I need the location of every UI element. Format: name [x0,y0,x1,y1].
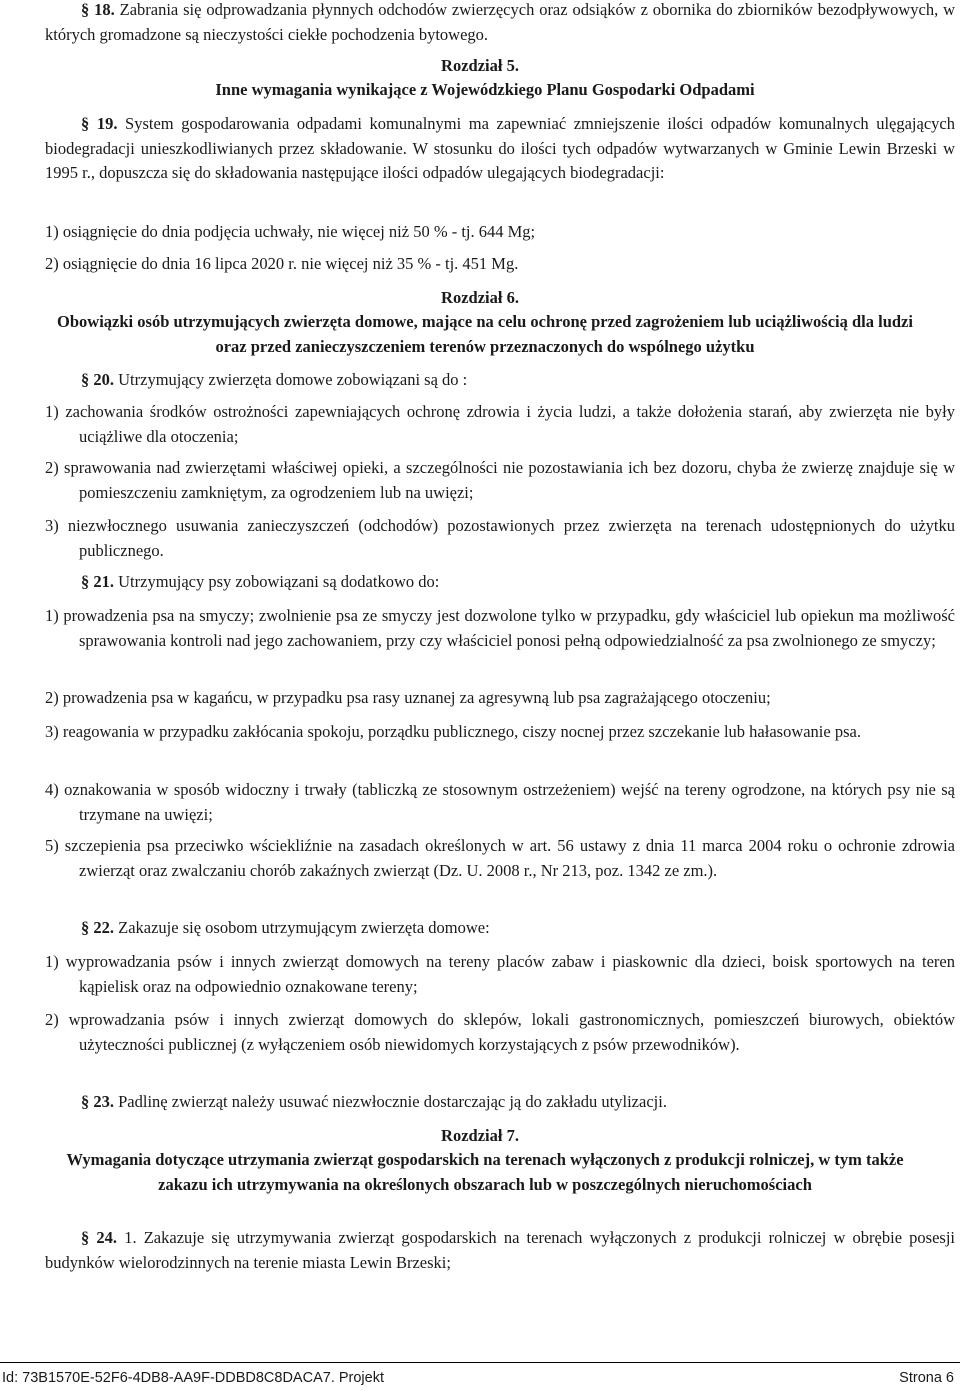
chapter-7-title: Wymagania dotyczące utrzymania zwierząt gospodarskich na terenach wyłączonych z produkcji rolniczej, w tym także zakazu ich utrzymywania na określonych obszarach lub w poszczególnych nieruchomościach [66,1150,904,1194]
paragraph-20 [45,368,955,393]
paragraph-21 [45,570,955,595]
paragraph-number: 18. [94,0,115,19]
chapter-5-label: Rozdział 5. [441,56,519,75]
paragraph-text: Zakazuje się osobom utrzymującym zwierzęta domowe: [118,918,490,937]
footer-page-number: Strona 6 [899,1370,954,1386]
list-item: 3) niezwłocznego usuwania zanieczyszczeń (odchodów) pozostawionych przez zwierzęta na terenach udostępnionych do użytku publicznego. [45,516,955,560]
paragraph-text: Utrzymujący zwierzęta domowe zobowiązani są do : [118,370,468,389]
paragraph-text: Padlinę zwierząt należy usuwać niezwłocznie dostarczając ją do zakładu utylizacji. [118,1092,667,1111]
paragraph-19 [45,112,955,186]
chapter-5-title: Inne wymagania wynikające z Wojewódzkiego Planu Gospodarki Odpadami [215,80,755,99]
section-sign: § [81,918,90,937]
section-sign: § [81,1092,90,1111]
paragraph-number: 19. [96,114,118,133]
section-sign: § [81,114,90,133]
paragraph-text: System gospodarowania odpadami komunalnymi ma zapewniać zmniejszenie ilości odpadów komunalnych ulęgających biodegradacji unieszkodliwianych przez składowanie. W stosunku do ilości tych odpadów wytwarzanych w Gminie Lewin Brzeski w 1995 r., dopuszcza się do składowania następujące ilości odpadów ulegających biodegradacji: [45,114,955,182]
list-item: 2) wprowadzania psów i innych zwierząt domowych do sklepów, lokali gastronomicznych, pomieszczeń biurowych, obiektów użyteczności publicznej (z wyłączeniem osób niewidomych korzystających z psów przewodników). [45,1010,955,1054]
paragraph-number: 22. [93,918,114,937]
section-sign: § [81,1228,90,1247]
chapter-6-title: Obowiązki osób utrzymujących zwierzęta domowe, mające na celu ochronę przed zagrożeniem lub uciążliwością dla ludzi oraz przed zanieczyszczeniem terenów przeznaczonych do wspólnego użytku [57,312,913,356]
paragraph-text: Utrzymujący psy zobowiązani są dodatkowo do: [118,572,440,591]
list-item: 3) reagowania w przypadku zakłócania spokoju, porządku publicznego, ciszy nocnej przez szczekanie lub hałasowanie psa. [45,722,861,741]
list-item: 2) osiągnięcie do dnia 16 lipca 2020 r. nie więcej niż 35 % - tj. 451 Mg. [45,254,519,273]
paragraph-text: Zabrania się odprowadzania płynnych odchodów zwierzęcych oraz odsiąków z obornika do zbiorników bezodpływowych, w których gromadzone są nieczystości ciekłe pochodzenia bytowego. [45,0,955,44]
footer-divider [0,1362,960,1363]
list-item: 2) prowadzenia psa w kagańcu, w przypadku psa rasy uznanej za agresywną lub psa zagrażającego otoczeniu; [45,688,771,707]
section-sign: § [81,572,90,591]
paragraph-number: 20. [93,370,114,389]
paragraph-24 [45,1226,955,1275]
footer-document-id: Id: 73B1570E-52F6-4DB8-AA9F-DDBD8C8DACA7. Projekt [2,1370,384,1386]
list-item: 4) oznakowania w sposób widoczny i trwały (tabliczką ze stosownym ostrzeżeniem) wejść na tereny ogrodzone, na których psy nie są trzymane na uwięzi; [45,780,955,824]
paragraph-18 [45,0,955,47]
list-item: 2) sprawowania nad zwierzętami właściwej opieki, a szczególności nie pozostawiania ich bez dozoru, chyba że zwierzę znajduje się w pomieszczeniu zamkniętym, za ogrodzeniem lub na uwięzi; [45,458,955,502]
paragraph-number: 24. [96,1228,118,1247]
section-sign: § [81,370,90,389]
paragraph-text: 1. Zakazuje się utrzymywania zwierząt gospodarskich na terenach wyłączonych z produkcji rolniczej w obrębie posesji budynków wielorodzinnych na terenie miasta Lewin Brzeski; [45,1228,956,1272]
list-item: 1) zachowania środków ostrożności zapewniających ochronę zdrowia i życia ludzi, a także dołożenia starań, aby zwierzęta nie były uciążliwe dla otoczenia; [45,402,955,446]
list-item: 1) prowadzenia psa na smyczy; zwolnienie psa ze smyczy jest dozwolone tylko w przypadku, gdy właściciel lub opiekun ma możliwość sprawowania kontroli nad jego zachowaniem, przy czy właściciel ponosi pełną odpowiedzialność za psa zwolnionego ze smyczy; [45,606,955,650]
list-item: 1) wyprowadzania psów i innych zwierząt domowych na tereny placów zabaw i piaskownic dla dzieci, boisk sportowych na teren kąpielisk oraz na odpowiednio oznakowane tereny; [45,952,955,996]
chapter-6-label: Rozdział 6. [441,288,519,307]
paragraph-number: 23. [93,1092,114,1111]
paragraph-22 [45,916,955,941]
paragraph-23 [45,1090,955,1115]
paragraph-number: 21. [93,572,114,591]
section-sign: § [81,0,90,19]
list-item: 1) osiągnięcie do dnia podjęcia uchwały, nie więcej niż 50 % - tj. 644 Mg; [45,222,536,241]
list-item: 5) szczepienia psa przeciwko wściekliźnie na zasadach określonych w art. 56 ustawy z dnia 11 marca 2004 roku o ochronie zdrowia zwierząt oraz zwalczaniu chorób zakaźnych zwierząt (Dz. U. 2008 r., Nr 213, poz. 1342 ze zm.). [45,836,955,880]
chapter-7-label: Rozdział 7. [441,1126,519,1145]
